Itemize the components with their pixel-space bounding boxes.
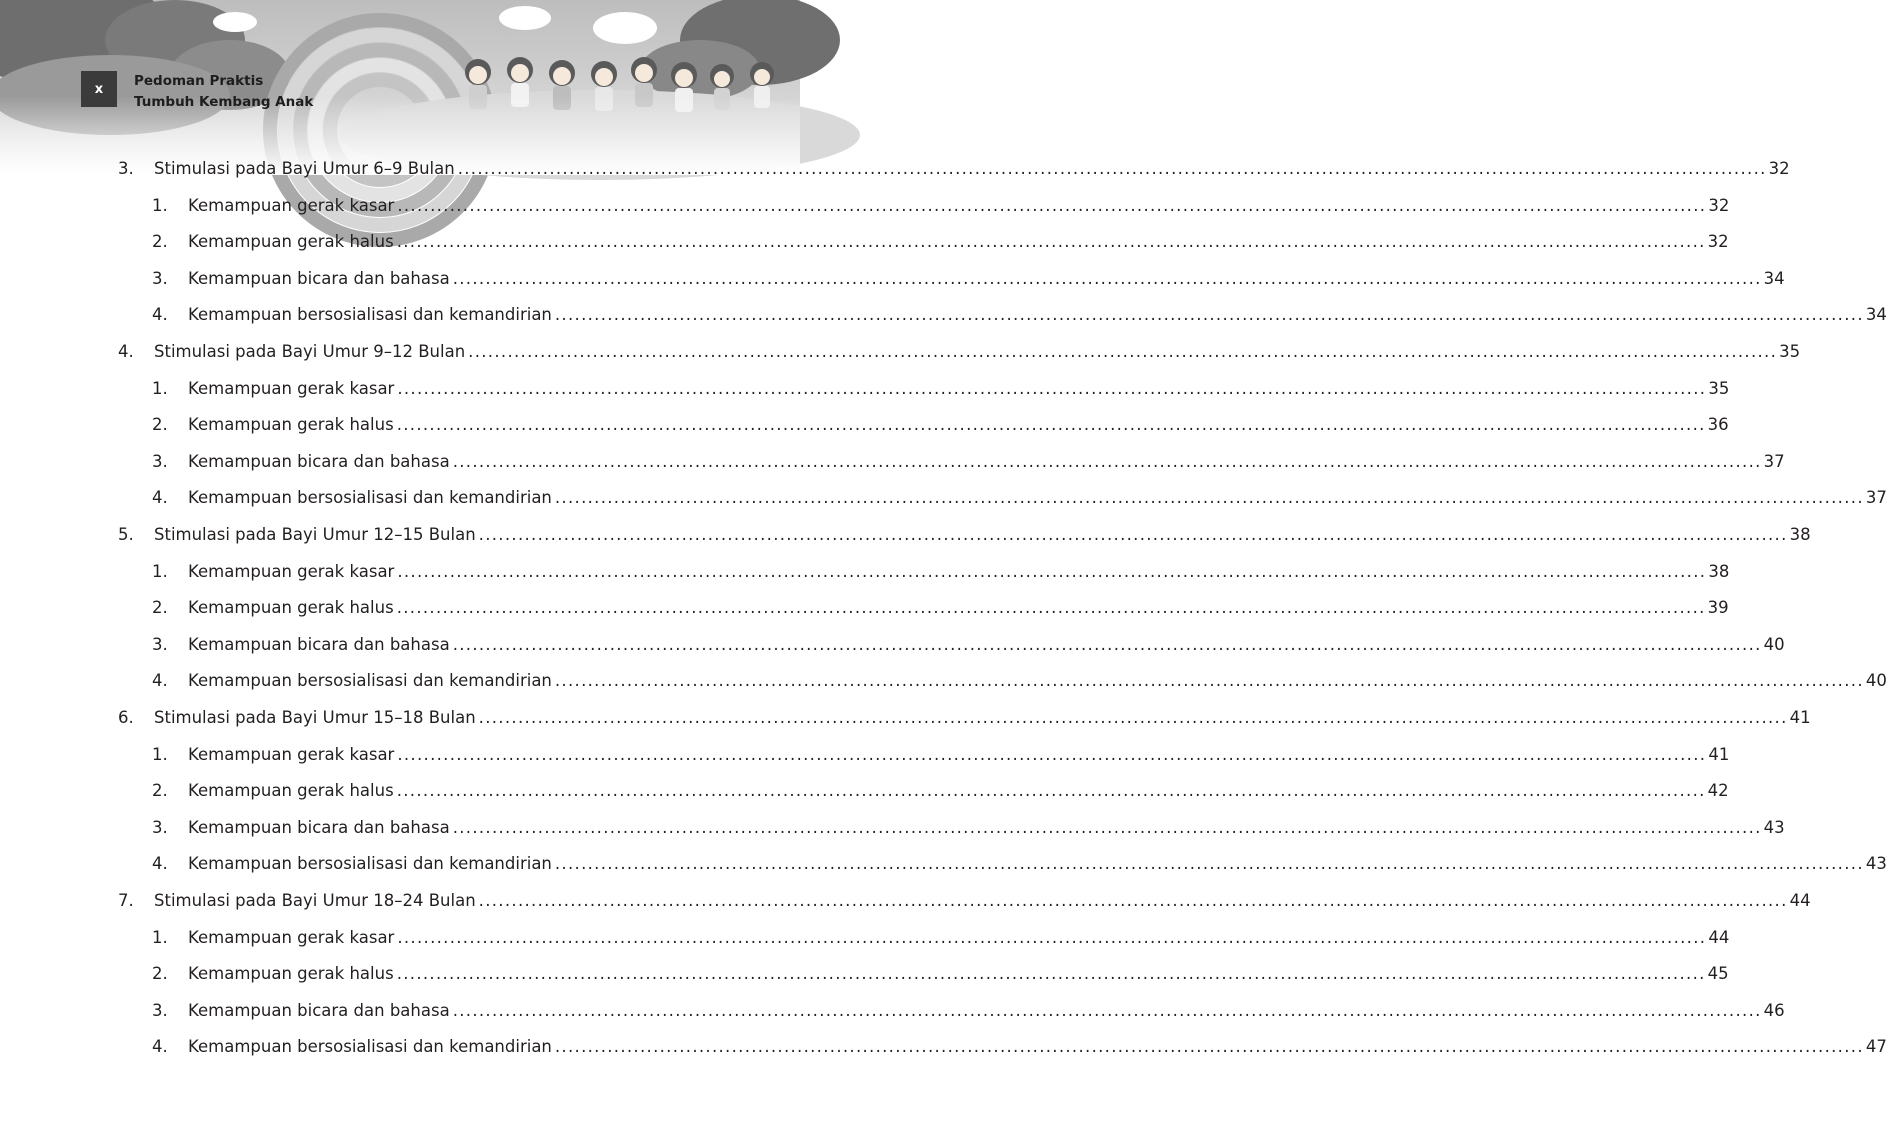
dot-leader: ........................................................................................................................................................................................................ <box>452 635 1762 654</box>
toc-number: 6. <box>118 708 134 727</box>
toc-subitem-row[interactable] <box>152 488 1887 514</box>
toc-title: Kemampuan gerak kasar <box>188 562 395 581</box>
toc-subitem-row[interactable] <box>152 598 1729 624</box>
toc-subitem-row[interactable] <box>152 415 1729 441</box>
toc-number: 7. <box>118 891 134 910</box>
toc-subitem-row[interactable] <box>152 928 1730 954</box>
toc-title: Kemampuan gerak halus <box>188 232 394 251</box>
toc-number: 3. <box>152 818 168 837</box>
dot-leader: ........................................................................................................................................................................................................ <box>397 928 1707 947</box>
toc-number: 2. <box>152 964 168 983</box>
toc-page-number: 32 <box>1768 159 1790 178</box>
toc-subitem-row[interactable] <box>152 781 1729 807</box>
toc-subitem-row[interactable] <box>152 269 1785 295</box>
toc-title: Kemampuan bersosialisasi dan kemandirian <box>188 488 552 507</box>
toc-subitem-row[interactable] <box>152 745 1730 771</box>
toc-page-number: 42 <box>1707 781 1729 800</box>
toc-page-number: 37 <box>1865 488 1887 507</box>
toc-subitem-row[interactable] <box>152 452 1785 478</box>
dot-leader: ........................................................................................................................................................................................................ <box>478 708 1788 727</box>
toc-number: 1. <box>152 928 168 947</box>
toc-title: Kemampuan gerak kasar <box>188 745 395 764</box>
toc-subitem-row[interactable] <box>152 562 1730 588</box>
dot-leader: ........................................................................................................................................................................................................ <box>397 562 1707 581</box>
toc-number: 1. <box>152 562 168 581</box>
toc-subitem-row[interactable] <box>152 635 1785 661</box>
toc-number: 4. <box>152 488 168 507</box>
toc-number: 3. <box>152 1001 168 1020</box>
toc-number: 4. <box>152 854 168 873</box>
header-illustration <box>0 0 800 175</box>
toc-title: Kemampuan bersosialisasi dan kemandirian <box>188 305 552 324</box>
dot-leader: ........................................................................................................................................................................................................ <box>397 745 1707 764</box>
toc-title: Kemampuan gerak kasar <box>188 379 395 398</box>
toc-number: 4. <box>118 342 134 361</box>
toc-page-number: 32 <box>1708 196 1730 215</box>
book-title-line2: Tumbuh Kembang Anak <box>134 94 314 110</box>
toc-subitem-row[interactable] <box>152 818 1785 844</box>
toc-title: Kemampuan bicara dan bahasa <box>188 818 450 837</box>
toc-title: Kemampuan bersosialisasi dan kemandirian <box>188 671 552 690</box>
dot-leader: ........................................................................................................................................................................................................ <box>468 342 1778 361</box>
toc-number: 4. <box>152 305 168 324</box>
toc-page-number: 44 <box>1789 891 1811 910</box>
toc-page-number: 38 <box>1708 562 1730 581</box>
toc-title: Stimulasi pada Bayi Umur 12–15 Bulan <box>154 525 476 544</box>
toc-title: Kemampuan gerak halus <box>188 415 394 434</box>
dot-leader: ........................................................................................................................................................................................................ <box>452 1001 1762 1020</box>
dot-leader: ........................................................................................................................................................................................................ <box>554 305 1864 324</box>
dot-leader: ........................................................................................................................................................................................................ <box>396 232 1706 251</box>
toc-page-number: 36 <box>1707 415 1729 434</box>
toc-number: 2. <box>152 415 168 434</box>
toc-page-number: 37 <box>1763 452 1785 471</box>
toc-page-number: 47 <box>1865 1037 1887 1056</box>
book-title <box>134 71 313 113</box>
dot-leader: ........................................................................................................................................................................................................ <box>396 781 1706 800</box>
dot-leader: ........................................................................................................................................................................................................ <box>554 1037 1864 1056</box>
toc-section-row[interactable] <box>118 342 1801 368</box>
dot-leader: ........................................................................................................................................................................................................ <box>452 818 1762 837</box>
toc-subitem-row[interactable] <box>152 1001 1785 1027</box>
dot-leader: ........................................................................................................................................................................................................ <box>457 159 1767 178</box>
toc-number: 2. <box>152 781 168 800</box>
toc-title: Kemampuan gerak kasar <box>188 928 395 947</box>
dot-leader: ........................................................................................................................................................................................................ <box>396 598 1706 617</box>
toc-number: 1. <box>152 196 168 215</box>
toc-title: Kemampuan gerak halus <box>188 964 394 983</box>
toc-page-number: 40 <box>1865 671 1887 690</box>
toc-subitem-row[interactable] <box>152 671 1887 697</box>
toc-page-number: 41 <box>1708 745 1730 764</box>
toc-number: 3. <box>152 452 168 471</box>
dot-leader: ........................................................................................................................................................................................................ <box>478 891 1788 910</box>
toc-number: 2. <box>152 598 168 617</box>
toc-number: 5. <box>118 525 134 544</box>
toc-title: Kemampuan bersosialisasi dan kemandirian <box>188 854 552 873</box>
dot-leader: ........................................................................................................................................................................................................ <box>554 488 1864 507</box>
toc-number: 2. <box>152 232 168 251</box>
toc-title: Stimulasi pada Bayi Umur 6–9 Bulan <box>154 159 455 178</box>
toc-title: Kemampuan bicara dan bahasa <box>188 1001 450 1020</box>
toc-subitem-row[interactable] <box>152 964 1729 990</box>
toc-subitem-row[interactable] <box>152 305 1887 331</box>
dot-leader: ........................................................................................................................................................................................................ <box>554 671 1864 690</box>
toc-page-number: 32 <box>1707 232 1729 251</box>
toc-subitem-row[interactable] <box>152 196 1730 222</box>
toc-title: Stimulasi pada Bayi Umur 9–12 Bulan <box>154 342 466 361</box>
toc-page-number: 46 <box>1763 1001 1785 1020</box>
toc-number: 3. <box>152 269 168 288</box>
toc-title: Stimulasi pada Bayi Umur 15–18 Bulan <box>154 708 476 727</box>
toc-section-row[interactable] <box>118 708 1811 734</box>
toc-title: Kemampuan bicara dan bahasa <box>188 269 450 288</box>
page-number-badge: x <box>81 71 117 107</box>
toc-page-number: 38 <box>1789 525 1811 544</box>
toc-page-number: 39 <box>1707 598 1729 617</box>
toc-subitem-row[interactable] <box>152 379 1730 405</box>
toc-number: 3. <box>118 159 134 178</box>
toc-title: Kemampuan gerak halus <box>188 598 394 617</box>
dot-leader: ........................................................................................................................................................................................................ <box>397 196 1707 215</box>
dot-leader: ........................................................................................................................................................................................................ <box>452 269 1762 288</box>
toc-page-number: 35 <box>1779 342 1801 361</box>
toc-title: Kemampuan gerak halus <box>188 781 394 800</box>
dot-leader: ........................................................................................................................................................................................................ <box>554 854 1864 873</box>
toc-page-number: 45 <box>1707 964 1729 983</box>
toc-number: 4. <box>152 1037 168 1056</box>
toc-page-number: 35 <box>1708 379 1730 398</box>
toc-subitem-row[interactable] <box>152 232 1729 258</box>
toc-subitem-row[interactable] <box>152 1037 1887 1063</box>
toc-subitem-row[interactable] <box>152 854 1887 880</box>
toc-title: Kemampuan bersosialisasi dan kemandirian <box>188 1037 552 1056</box>
toc-section-row[interactable] <box>118 159 1790 185</box>
dot-leader: ........................................................................................................................................................................................................ <box>452 452 1762 471</box>
toc-page-number: 43 <box>1763 818 1785 837</box>
toc-page-number: 34 <box>1865 305 1887 324</box>
toc-title: Kemampuan bicara dan bahasa <box>188 635 450 654</box>
toc-title: Kemampuan bicara dan bahasa <box>188 452 450 471</box>
toc-section-row[interactable] <box>118 525 1811 551</box>
toc-number: 1. <box>152 745 168 764</box>
toc-page-number: 40 <box>1763 635 1785 654</box>
toc-title: Kemampuan gerak kasar <box>188 196 395 215</box>
dot-leader: ........................................................................................................................................................................................................ <box>397 379 1707 398</box>
toc-page-number: 43 <box>1865 854 1887 873</box>
toc-page-number: 44 <box>1708 928 1730 947</box>
book-title-line1: Pedoman Praktis <box>134 73 264 89</box>
toc-page-number: 34 <box>1763 269 1785 288</box>
toc-number: 4. <box>152 671 168 690</box>
dot-leader: ........................................................................................................................................................................................................ <box>396 415 1706 434</box>
toc-title: Stimulasi pada Bayi Umur 18–24 Bulan <box>154 891 476 910</box>
dot-leader: ........................................................................................................................................................................................................ <box>478 525 1788 544</box>
toc-number: 3. <box>152 635 168 654</box>
toc-page-number: 41 <box>1789 708 1811 727</box>
dot-leader: ........................................................................................................................................................................................................ <box>396 964 1706 983</box>
toc-section-row[interactable] <box>118 891 1811 917</box>
toc-number: 1. <box>152 379 168 398</box>
page-header <box>0 0 800 175</box>
